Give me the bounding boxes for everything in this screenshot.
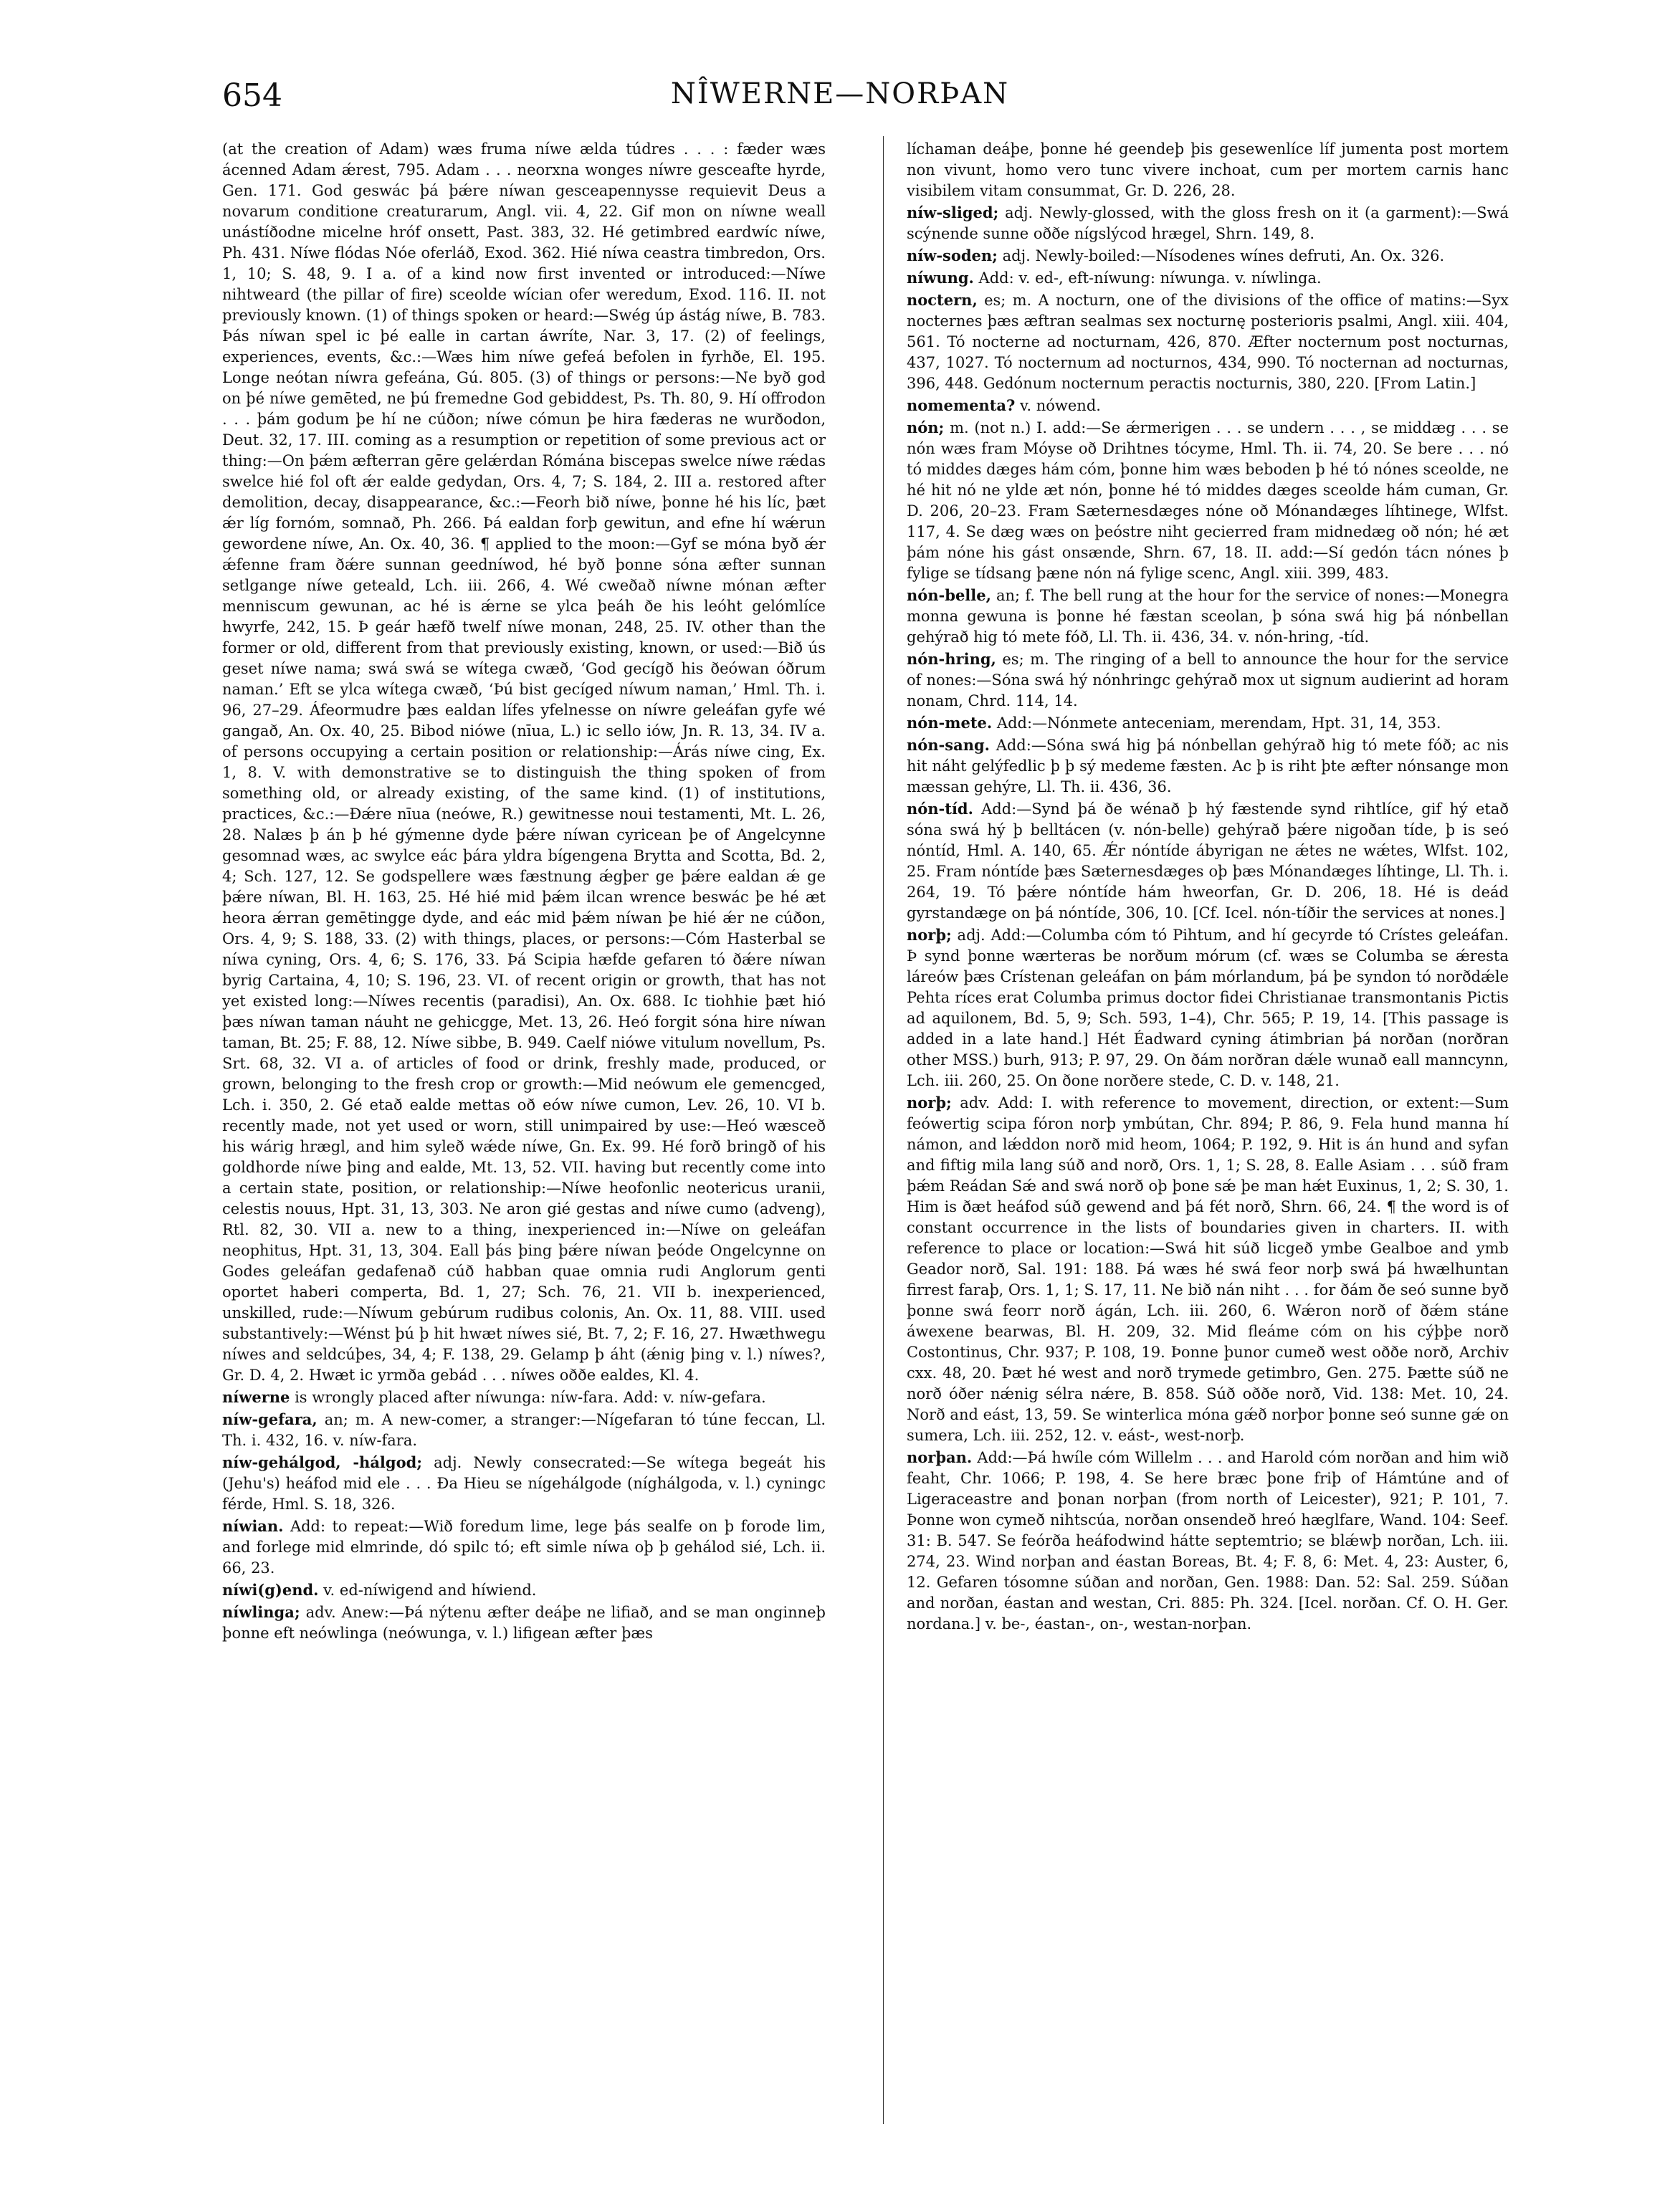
dictionary-entry: [222, 1409, 826, 1451]
entry-headword: nón-hring,: [907, 650, 996, 668]
entry-text: v. ed-níwigend and híwiend.: [323, 1582, 537, 1599]
entry-text: is wrongly placed after níwunga: níw-fara. Add: v. níw-gefara.: [295, 1389, 766, 1406]
page-header: [222, 77, 1458, 120]
entry-text: Add: to repeat:—Wið foredum lime, lege þás sealfe on þ forode lim, and forlege mid elmrinde, dó spilc tó; eft simle níwa oþ þ gehálod sié, Lch. ii. 66, 23.: [222, 1518, 826, 1577]
dictionary-entry: [222, 139, 826, 1386]
entry-text: adj. Newly-boiled:—Nísodenes wínes defruti, An. Ox. 326.: [1002, 247, 1445, 264]
entry-text: Add:—Sóna swá hig þá nónbellan gehýrað hig tó mete fóð; ac nis hit náht gelýfedlic þ þ sý medeme fæsten. Ac þ is riht þte æfter nónsange mon mæssan gehýre, Ll. Th. ii. 436, 36.: [907, 737, 1509, 795]
entry-text: m. (not n.) I. add:—Se ǽrmerigen . . . se undern . . . , se middæg . . . se nón wæs fram Móyse oð Drihtnes tócyme, Hml. Th. ii. 74, 20. Se bere . . . nó tó middes dæges hám cóm, þonne him wæs beboden þ hé tó nónes sceolde, ne hé hit nó ne ylde æt nón, þonne hé tó middes dæges sceolde hám cuman, Gr. D. 206, 20–23. Fram Sæternesdæges nóne oð Mónandæges líhtinege, Wlfst. 117, 4. Se dæg wæs on þeóstre niht gecierred fram midnedæg oð nón; hé æt þám nóne his gást onsænde, Shrn. 67, 18. II. add:—Sí gedón tácn nónes þ fylige se tídsang þæne nón ná fylige scenc, Angl. xiii. 399, 483.: [907, 419, 1509, 582]
right-column: [907, 139, 1509, 2124]
dictionary-entry: [907, 649, 1509, 712]
dictionary-entry: [907, 1092, 1509, 1446]
dictionary-entry: [222, 1579, 826, 1601]
dictionary-entry: [907, 585, 1509, 648]
dictionary-entry: [907, 267, 1509, 289]
entry-headword: nón-belle,: [907, 586, 991, 604]
entry-headword: níw-sliged;: [907, 204, 999, 221]
entry-headword: níwi(g)end.: [222, 1581, 319, 1599]
dictionary-entry: [907, 1447, 1509, 1635]
entry-headword: níwerne: [222, 1388, 290, 1406]
dictionary-entry: [907, 245, 1509, 267]
page-number: 654: [222, 77, 282, 114]
left-column: [222, 139, 826, 2124]
entry-text: adv. Add: I. with reference to movement, direction, or extent:—Sum feówertig scipa fóron norþ ymbútan, Chr. 894; P. 86, 9. Fela hund manna hí námon, and lǽddon norð mid heom, 1064; P. 192, 9. Hit is án hund and syfan and fiftig mila lang súð and norð, Ors. 1, 1; S. 28, 8. Ealle Asiam . . . súð fram þǽm Reádan Sǽ and swá norð oþ þone sǽ þe man hǽt Euxinus, 1, 2; S. 30, 1. Him is ðæt heáfod súð gewend and þá fét norð, Shrn. 66, 24. ¶ the word is of constant occurrence in the lists of boundaries given in charters. II. with reference to place or location:—Swá hit súð licgeð ymbe Gealboe and ymb Geador norð, Sal. 191: 188. Þá wæs hé swá feor norþ swá þá hwælhuntan firrest faraþ, Ors. 1, 1; S. 17, 11. Ne bið nán niht . . . for ðám ðe seó sunne byð þonne swá feorr norð ágán, Lch. iii. 260, 6. Wǽron norð of ðǽm stáne áwexene bearwas, Bl. H. 209, 32. Mid fleáme cóm on his cýþþe norð Costontinus, Chr. 937; P. 108, 19. Þonne þunor cumeð west oððe norð, Archiv cxx. 48, 20. Þæt hé west and norð trymede getimbro, Gen. 275. Þætte súð ne norð óðer nǽnig sélra nǽre, B. 858. Súð oððe norð, Vid. 138: Met. 10, 24. Norð and eást, 13, 59. Se winterlica móna gǽð norþor þonne seó sunne gǽ on sumera, Lch. iii. 252, 12. v. eást-, west-norþ.: [907, 1094, 1509, 1444]
dictionary-entry: [907, 735, 1509, 798]
dictionary-entry: [222, 1516, 826, 1579]
dictionary-entry: [907, 139, 1509, 201]
entry-headword: nón-mete.: [907, 714, 993, 732]
entry-headword: nón;: [907, 419, 945, 436]
entry-text: v. nówend.: [1020, 397, 1101, 414]
entry-text: es; m. The ringing of a bell to announce the hour for the service of nones:—Sóna swá hý nónhringc gehýrað mox ut signum audierint ad horam nonam, Chrd. 114, 14.: [907, 651, 1509, 709]
entry-headword: níwlinga;: [222, 1603, 300, 1621]
dictionary-entry: [222, 1387, 826, 1408]
entry-text: Add:—Nónmete anteceniam, merendam, Hpt. 31, 14, 353.: [996, 714, 1441, 732]
entry-text: Add: v. ed-, eft-níwung: níwunga. v. níwlinga.: [978, 269, 1322, 287]
dictionary-entry: [907, 202, 1509, 244]
entry-headword: nón-tíd.: [907, 800, 973, 818]
dictionary-entry: [222, 1602, 826, 1644]
entry-headword: nón-sang.: [907, 736, 990, 754]
dictionary-entry: [907, 290, 1509, 394]
entry-text: es; m. A nocturn, one of the divisions of the office of matins:—Syx nocternes þæs æftran sealmas sex nocturnę posterioris psalmi, Angl. xiii. 404, 561. Tó nocterne ad nocturnam, 426, 870. Æfter nocternum post nocturnas, 437, 1027. Tó nocternum ad nocturnos, 434, 990. Tó nocternan ad nocturnas, 396, 448. Gedónum nocternum peractis nocturnis, 380, 220. [From Latin.]: [907, 292, 1509, 392]
entry-headword: níwian.: [222, 1517, 284, 1535]
entry-headword: nomementa?: [907, 396, 1016, 414]
entry-text: adj. Newly-glossed, with the gloss fresh on it (a garment):—Swá scýnende sunne oððe nígslýcod hrægel, Shrn. 149, 8.: [907, 204, 1509, 242]
column-divider: [883, 136, 884, 2124]
entry-text: an; m. A new-comer, a stranger:—Nígefaran tó túne feccan, Ll. Th. i. 432, 16. v. níw-fara.: [222, 1411, 826, 1449]
running-head: NÎWERNE—NORÞAN: [670, 77, 1010, 110]
dictionary-entry: [907, 924, 1509, 1091]
entry-text: (at the creation of Adam) wæs fruma níwe ælda túdres . . . : fæder wæs ácenned Adam ǽrest, 795. Adam . . . neorxna wonges níwre gesceafte hyrde, Gen. 171. God geswác þá þǽre níwan gesceapennysse requievit Deus a novarum conditione creaturarum, Angl. vii. 4, 22. Gif mon on níwne weall unástíðodne micelne hróf onsett, Past. 383, 32. Hé getimbred eardwíc níwe, Ph. 431. Níwe flódas Nóe oferláð, Exod. 362. Hié níwa ceastra timbredon, Ors. 1, 10; S. 48, 9. I a. of a kind now first invented or introduced:—Níwe nihtweard (the pillar of fire) sceolde wícian ofer weredum, Exod. 116. II. not previously known. (1) of things spoken or heard:—Swég úp ástág níwe, B. 783. Þás níwan spel ic þé ealle in cartan áwríte, Nar. 3, 17. (2) of feelings, experiences, events, &c.:—Wæs him níwe gefeá befolen in fyrhðe, El. 195. Longe neótan níwra gefeána, Gú. 805. (3) of things or persons:—Ne byð god on þé níwe gemēted, ne þú fremedne God gebiddest, Ps. Th. 80, 9. Hí offrodon . . . þám godum þe hí ne cúðon; níwe cómun þe hira fæderas ne wurðodon, Deut. 32, 17. III. coming as a resumption or repetition of some previous act or thing:—On þǽm æfterran gēre gelǽrdan Rómána biscepas swelce níwe rǽdas swelce hié fol oft ǽr ealde gedydan, Ors. 4, 7; S. 184, 2. III a. restored after demolition, decay, disappearance, &c.:—Feorh bið níwe, þonne hé his líc, þæt ǽr líg fornóm, somnað, Ph. 266. Þá ealdan forþ gewitun, and efne hí wǽrun gewordene níwe, An. Ox. 40, 36. ¶ applied to the moon:—Gyf se móna byð ǽr ǽfenne fram ðǽre sunnan geedníwod, hé byð þonne sóna æfter sunnan setlgange níwe geteald, Lch. iii. 266, 4. Wé cweðað níwne mónan æfter menniscum gewunan, ac hé is ǽrne se ylca þeáh ðe his leóht gelómlíce hwyrfe, 242, 15. Þ geár hæfð twelf níwe monan, 248, 25. IV. other than the former or old, different from that previously existing, known, or used:—Bið ús geset níwe nama; swá swá se wítega cwæð, ‘God gecígð his ðeówan óðrum naman.’ Eft se ylca wítega cwæð, ‘Þú bist gecíged níwum naman,’ Hml. Th. i. 96, 27–29. Áfeormudre þæs ealdan lífes yfelnesse on níwre geleáfan gyfe wé gangað, An. Ox. 40, 25. Bibod niówe (nīua, L.) ic sello iów, Jn. R. 13, 34. IV a. of persons occupying a certain position or relationship:—Árás níwe cing, Ex. 1, 8. V. with demonstrative se to distinguish the thing spoken of from something old, or already existing, of the same kind. (1) of institutions, practices, &c.:—Ðǽre nīua (neówe, R.) gewitnesse noui testamenti, Mt. L. 26, 28. Nalæs þ án þ hé gýmenne dyde þǽre níwan cyricean þe of Angelcynne gesomnad wæs, ac swylce eác þára yldra bígengena Brytta and Scotta, Bd. 2, 4; Sch. 127, 12. Se godspellere wæs fæstnung ǽgþer ge þǽre ealdan ǽ ge þǽre níwan, Bl. H. 163, 25. Hé hié mid þǽm ilcan wrence beswác þe hé æt heora ǽrran gemētingge dyde, and eác mid þǽm níwan þe hié ǽr ne cúðon, Ors. 4, 9; S. 188, 33. (2) with things, places, or persons:—Cóm Hasterbal se níwa cyning, Ors. 4, 6; S. 176, 33. Þá Scipia hæfde gefaren tó ðǽre níwan byrig Cartaina, 4, 10; S. 196, 23. VI. of recent origin or growth, that has not yet existed long:—Níwes recentis (paradisi), An. Ox. 688. Ic tiohhie þæt hió þæs níwan taman náuht ne gehicgge, Met. 13, 26. Heó forgit sóna hire níwan taman, Bt. 25; F. 88, 12. Níwe sibbe, B. 949. Caelf niówe vitulum novellum, Ps. Srt. 68, 32. VI a. of articles of food or drink, freshly made, produced, or grown, belonging to the fresh crop or growth:—Mid neówum ele gemencged, Lch. i. 350, 2. Gé etað ealde mettas oð eów níwe cumon, Lev. 26, 10. VI b. recently made, not yet used or worn, still unimpaired by use:—Heó wæsceð his wárig hrægl, and him syleð wǽde níwe, Gn. Ex. 99. Hé forð bringð of his goldhorde níwe þing and ealde, Mt. 13, 52. VII. having but recently come into a certain state, position, or relationship:—Níwe heofonlic neotericus uranii, celestis nouus, Hpt. 31, 13, 303. Ne aron gié gestas and níwe cumo (adveng), Rtl. 82, 30. VII a. new to a thing, inexperienced in:—Níwe on geleáfan neophitus, Hpt. 31, 13, 304. Eall þás þing þǽre níwan þeóde Ongelcynne on Godes geleáfan gedafenað cúð habban quae omnia rudi Anglorum genti oportet haberi comperta, Bd. 1, 27; Sch. 76, 21. VII b. inexperienced, unskilled, rude:—Níwum gebúrum rudibus colonis, An. Ox. 11, 88. VIII. used substantively:—Wénst þú þ hit hwæt níwes sié, Bt. 7, 2; F. 16, 27. Hwæthwegu níwes and seldcúþes, 34, 4; F. 138, 29. Gelamp þ áht (ǽnig þing v. l.) níwes?, Gr. D. 4, 2. Hwæt ic yrmða gebád . . . níwes oððe ealdes, Kl. 4.: [222, 140, 826, 1384]
entry-headword: noctern,: [907, 291, 978, 309]
entry-text: Add:—Þá hwíle cóm Willelm . . . and Harold cóm norðan and him wið feaht, Chr. 1066; P. 198, 4. Se here bræc þone friþ of Hámtúne and of Ligeraceastre and þonan norþan (from north of Leicester), 921; P. 101, 7. Þonne won cymeð nihtscúa, norðan onsendeð hreó hæglfare, Wand. 104: Seef. 31: B. 547. Se feórða heáfodwind hátte septemtrio; se blǽwþ norðan, Lch. iii. 274, 23. Wind norþan and éastan Boreas, Bt. 4; F. 8, 6: Met. 4, 23: Auster, 6, 12. Gefaren tósomne súðan and norðan, Gen. 1988: Dan. 52: Sal. 259. Súðan and norðan, éastan and westan, Cri. 885: Ph. 324. [Icel. norðan. Cf. O. H. Ger. nordana.] v. be-, éastan-, on-, westan-norþan.: [907, 1449, 1509, 1632]
entry-text: an; f. The bell rung at the hour for the service of nones:—Monegra monna gewuna is þonne hé fæstan sceolan, þ sóna swá hig þá nónbellan gehýrað hig tó mete fóð, Ll. Th. ii. 436, 34. v. nón-hring, -tíd.: [907, 587, 1509, 646]
dictionary-entry: [222, 1452, 826, 1515]
dictionary-entry: [907, 395, 1509, 416]
entry-text: líchaman deáþe, þonne hé geendeþ þis gesewenlíce líf jumenta post mortem non vivunt, homo vero tunc vivere inchoat, cum per mortem carnis hanc visibilem vitam consummat, Gr. D. 226, 28.: [907, 140, 1509, 199]
entry-headword: níw-gehálgod, -hálgod;: [222, 1453, 423, 1471]
entry-text: adj. Add:—Columba cóm tó Pihtum, and hí gecyrde tó Crístes geleáfan. Þ synd þonne wærteras be norðum mórum (cf. wæs se Columba se ǽresta láreów þæs Crístenan geleáfan on þám mórlandum, þá þe syndon tó norðdǽle Pehta ríces erat Columba primus doctor fidei Christianae transmontanis Pictis ad aquilonem, Bd. 5, 9; Sch. 593, 1–4), Chr. 565; P. 19, 14. [This passage is added in a late hand.] Hét Éadward cyning átimbrian þá norðan (norðran other MSS.) burh, 913; P. 97, 29. On ðám norðran dǽle wunað eall manncynn, Lch. iii. 260, 25. On ðone norðere stede, C. D. v. 148, 21.: [907, 927, 1509, 1089]
entry-headword: níwung.: [907, 269, 974, 287]
entry-text: Add:—Synd þá ðe wénað þ hý fæstende synd rihtlíce, gif hý etað sóna swá hý þ belltácen (v. nón-belle) gehýrað þǽre nigoðan tíde, þ is seó nóntíd, Hml. A. 140, 65. Ǽr nóntíde ábyrigan ne ǽtes ne wǽtes, Wlfst. 102, 25. Fram nóntíde þæs Sæternesdæges oþ þæs Mónandæges líhtinge, Ll. Th. i. 264, 19. Tó þǽre nóntíde hám hweorfan, Gr. D. 206, 18. Hé is deád gyrstandæge on þá nóntíde, 306, 10. [Cf. Icel. nón-tíðir the services at nones.]: [907, 800, 1509, 922]
entry-headword: norþ;: [907, 926, 952, 944]
dictionary-entry: [907, 798, 1509, 924]
entry-headword: norþan.: [907, 1448, 973, 1466]
entry-headword: norþ;: [907, 1094, 952, 1111]
entry-headword: níw-gefara,: [222, 1410, 318, 1428]
entry-text: adv. Anew:—Þá nýtenu æfter deáþe ne lifiað, and se man onginneþ þonne eft neówlinga (neówunga, v. l.) lifigean æfter þæs: [222, 1604, 826, 1642]
entry-headword: níw-soden;: [907, 247, 998, 264]
dictionary-entry: [907, 712, 1509, 734]
dictionary-entry: [907, 417, 1509, 584]
entry-text: adj. Newly consecrated:—Se wítega begeát his (Jehu's) heáfod mid ele . . . Ða Hieu se nígehálgode (níghálgoda, v. l.) cyningc férde, Hml. S. 18, 326.: [222, 1454, 826, 1513]
